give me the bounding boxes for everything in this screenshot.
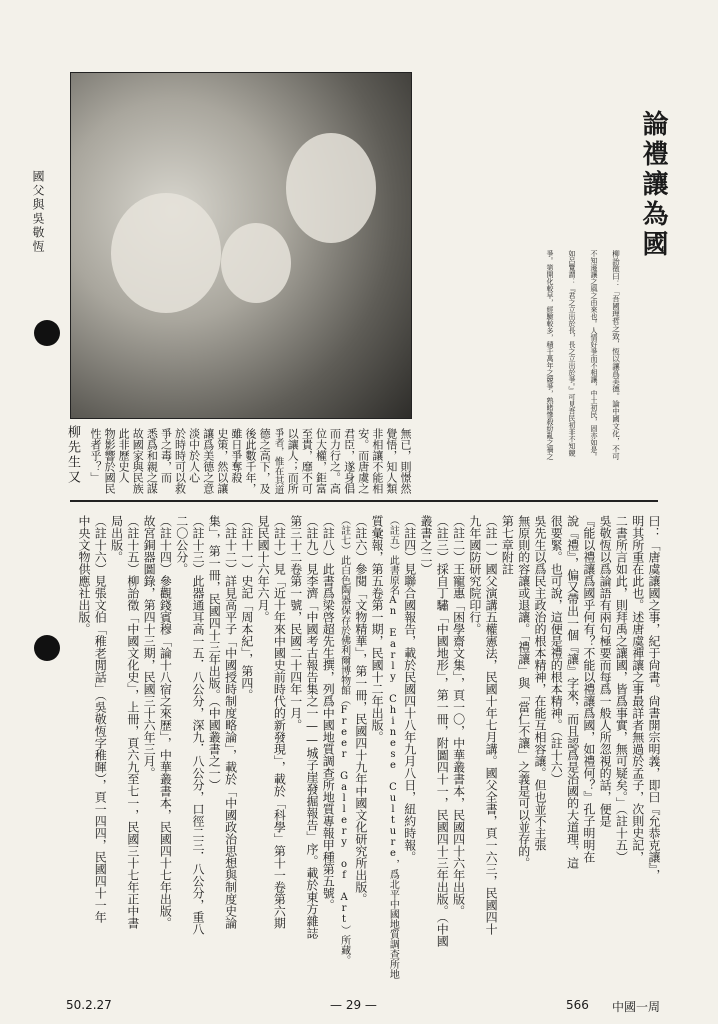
upper-left-column: 讓爲美德之意 [201,428,215,494]
upper-left-column: 性者乎？」 [89,428,102,483]
main-text-column: 質彙報，第五卷第一期，民國十二年出版。 [370,515,385,743]
main-text-column: （註七）此白色陶器保存於佛利爾博物館（Freer Gallery of Art）所藏。 [338,515,350,965]
historical-photograph [70,72,412,419]
main-text-column: 第七章附註 [500,515,515,575]
main-text-column: 吳先生以爲民主政治的根本精神，在能互相容讓。但也並不主張 [533,515,547,851]
upper-right-column: 不知遜讓之風之由來也。人情好爭而不相讓，中土初民，固亦如是。 [590,250,598,460]
main-text-column: 曰：「唐虞讓國之事，紀于尙書。尙書開宗明義，即曰『允恭克讓』， [647,515,661,881]
main-text-column: （註十三）此器通耳高一五．八公分，深九．八公分，口徑二三．八公分，重八 [191,515,205,935]
upper-right-column: 柳詒徵曰：「吾國理哲之致，恆以讓爲美德。論中國文化，不可 [611,250,621,460]
main-text-column: （註六）參閱「文物精華」，第一冊，民國四十九年中國文化研究所出版。 [353,515,368,905]
main-text-column: 二書所言如此，則拜禹之讓國，皆爲事實，無可疑矣。」（註十五） [614,515,629,863]
main-text-column: 故宮銅器圖錄，第四十三期，民國三十六年三月。 [142,515,157,779]
upper-right-column: 爭。第開化較早，經驗較多，積千萬年之競爭，熟睹慘殺紛亂之禍之 [546,250,554,460]
author-signature: 柳先生又 [65,425,80,485]
upper-left-column: 物影響於國民 [103,428,117,494]
main-text-column: （註十二）詳見高平子「中國授時制度略論」，載於「中國政治思想與制度史論 [223,515,238,929]
main-text-column: （註五）此書原名An Early Chinese Culture，爲北平中國地質調查所地 [387,515,399,979]
page-number: — 29 — [330,998,377,1012]
main-text-column: 中央文物供應社出版。 [77,515,91,635]
binding-hole-bottom [34,635,60,661]
upper-left-column: 爭之毒，而 [159,428,173,483]
main-text-column: 局出版。 [109,515,124,563]
upper-left-column: 淡中於人心 [187,428,201,483]
main-text-column: （註十一）史記「周本紀」，第四。 [239,515,254,701]
main-text-column: （註十）見「近十年來中國史前時代的新發現」，載於「科學」第十一卷第六期 [272,515,287,929]
main-text-column: （註三）採自丁驌「中國地形」，第一冊，附圖四十一，民國四十三年出版。（中國 [435,515,450,947]
upper-left-column: 德之高下，及 [258,428,272,494]
upper-left-column: 而力行之。高 [328,428,342,494]
upper-left-column: 史策，然以讓 [215,428,229,494]
main-text-column: 二〇公分。 [174,515,189,575]
binding-hole-top [34,320,60,346]
upper-left-column: 覺悟，知人類 [384,428,398,494]
main-text-column: 第三十二卷第一號，民國二十四年一月。 [288,515,303,731]
footer-date: 50.2.27 [66,998,112,1012]
publication-name: 中國一周 [612,1000,661,1014]
upper-left-column: 爭者，惟在其道 [272,428,284,495]
main-text-column: （註十五）柳詒徵「中國文化史」，上冊，頁六九至七一，民國三十七年正中書 [125,515,140,929]
main-text-column: 吳敬恆以爲論語有兩句極要而每爲一般人所忽視的話，便是 [598,515,613,827]
main-text-column: 無原則的容讓或退讓。「禮讓」與「當仁不讓」之義是可以並存的。 [516,515,531,869]
main-text-column: 明其所重在此也。述唐虞禪讓之事最詳者無過於孟子，次則史記， [630,515,645,863]
upper-left-column: 非相讓不能相 [370,428,384,494]
upper-left-column: 此非歷史人 [117,428,131,483]
main-text-column: 『能以禮讓爲國乎何有？不能以禮讓爲國，如禮何？』孔子明明在 [581,515,596,863]
main-text-column: （註二）王寵惠「困學齋文集」，頁一〇，中華叢書本，民國四十六年出版。 [451,515,466,917]
main-text-column: 九年國防研究院印行。 [467,515,482,635]
upper-left-column: 雖日爭奪殺 [229,428,243,483]
main-text-column: （註一）國父演講五權憲法，民國十年七月講。國父全書，頁一六三，民國四十 [484,515,499,935]
upper-right-column: 如呂覽謂：『君之立出於長，長之立出於爭。』可見吾民初非不知競 [568,250,576,457]
upper-left-column: 以讓人；而所 [286,428,300,494]
upper-left-column: 君臣，遂身倡 [342,428,356,494]
upper-left-column: 悉爲和親之謀 [145,428,159,494]
main-text-column: 見民國十六年六月。 [256,515,271,623]
main-text-column: （註八）此書爲梁啓超先生撰，列爲中國地質調查所地質專報甲種第五號。 [321,515,336,911]
main-text-column: （註九）見李濟「中國考古報告集之一——城子崖發掘報告」序。載於東方雜誌 [305,515,319,939]
upper-left-column: 後此數千年， [244,428,257,494]
upper-left-column: 故國家與民族 [131,428,145,494]
main-text-column: 集」，第一冊，民國四十三年出版。（中國叢書之一） [207,515,222,791]
main-text-column: （註四）見聯合國報告，載於民國四十八年九月八日，紐約時報。 [402,515,417,863]
upper-left-column: 至貴，靡不可 [300,428,314,494]
upper-left-column: 於時時可以救 [173,428,187,494]
section-divider [70,500,658,502]
main-text-column: （註十四）參觀錢賓穆「論十八宿之來歷」，中華叢書本，民國四十七年出版。 [158,515,173,929]
main-text-column: 叢書之二） [419,515,433,575]
upper-left-column: 位大權，鉅富 [314,428,328,494]
main-text-column: 很要緊。也可說，這便是禮的根本精神。（註十六） [549,515,564,785]
upper-left-column: 安。而唐虞之 [356,428,370,494]
upper-left-column: 無已，則憬然 [399,428,412,494]
main-text-column: （註十六）見張文伯「稚老閒話」（吳敬恆字稚暉），頁一四四，民國四十一年 [93,515,108,923]
page-title: 論禮讓為國 [638,110,668,260]
series-label: 國父與吳敬恆 [31,170,45,254]
issue-number: 566 [566,998,589,1012]
main-text-column: 說『禮』，偏又帶出一個『讓』字來，而且認爲是治國的大道理，這 [565,515,580,869]
